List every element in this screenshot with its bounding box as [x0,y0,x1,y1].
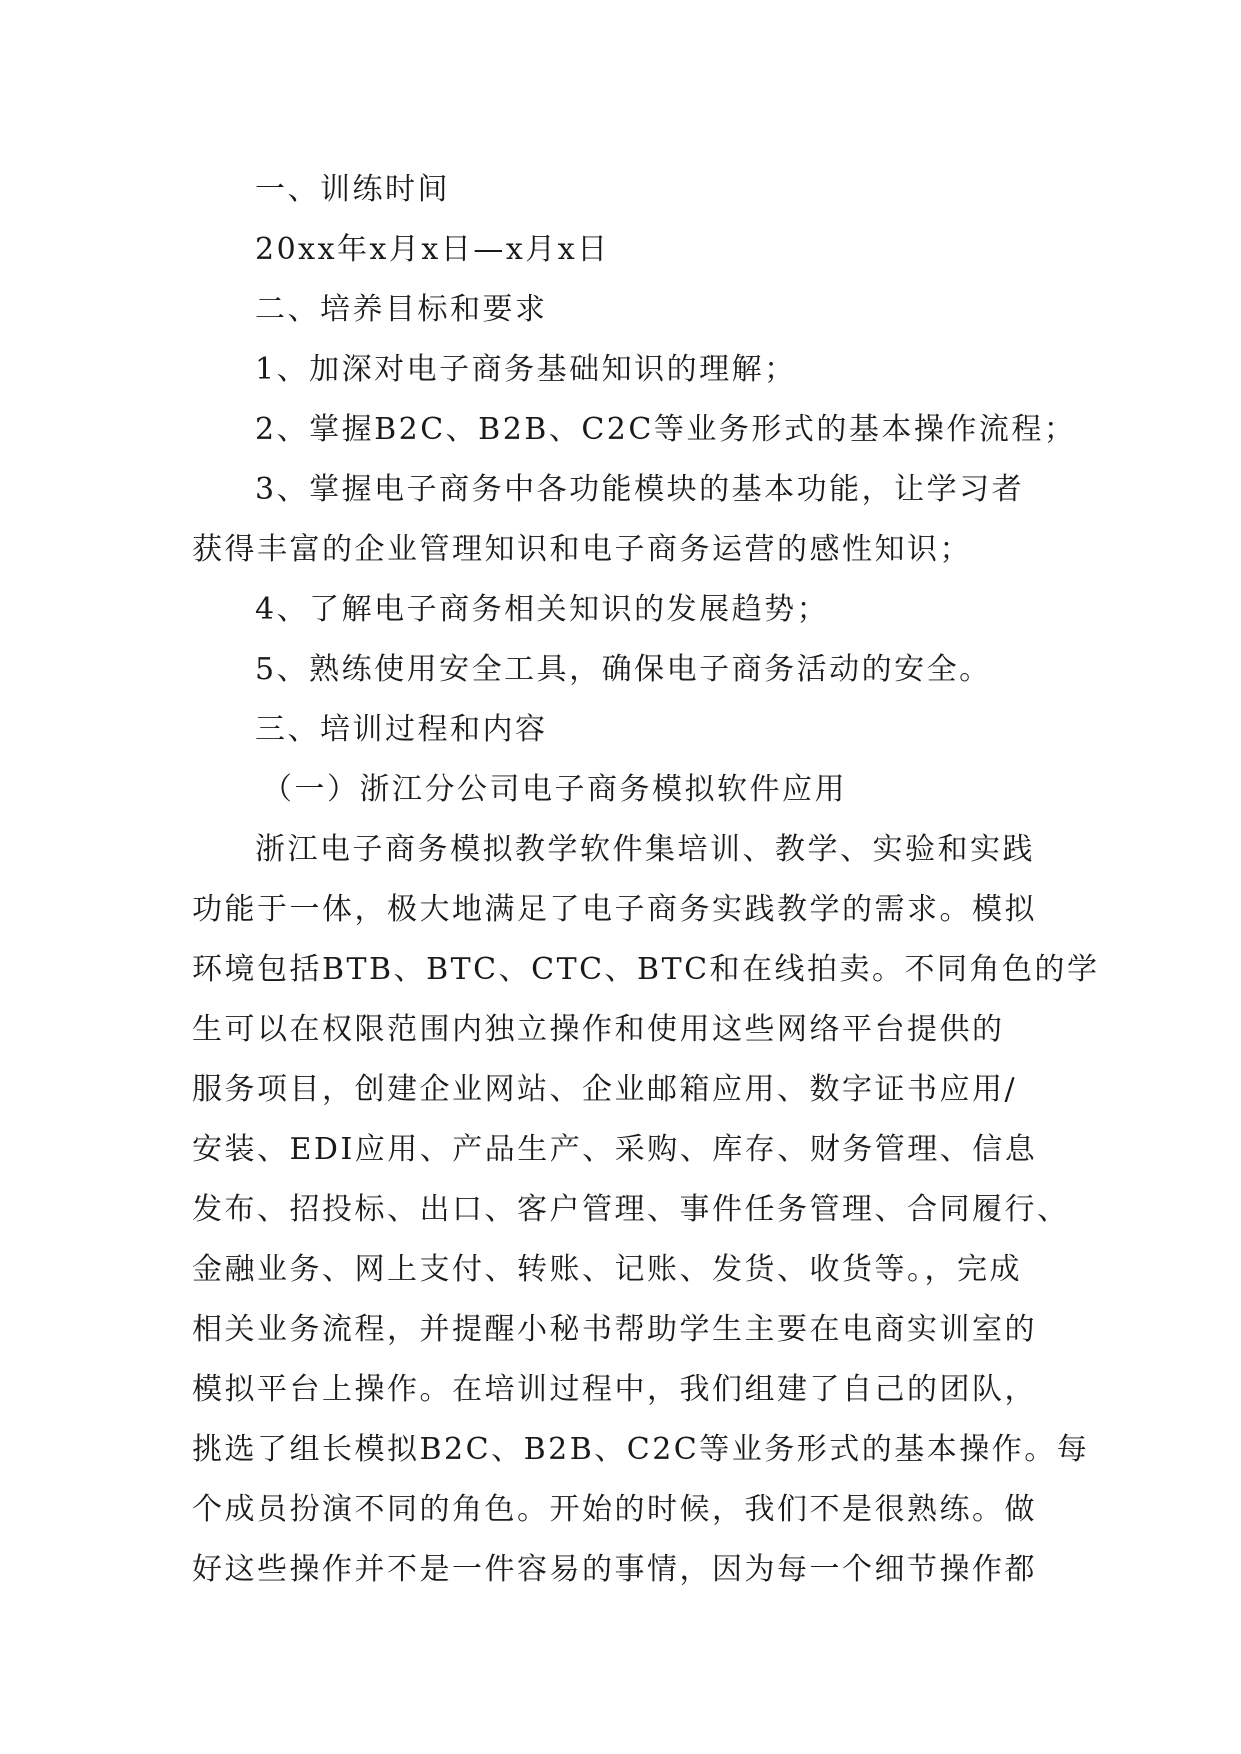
body-line: 浙江电子商务模拟教学软件集培训、教学、实验和实践 [255,832,1035,867]
section-heading-process: 三、培训过程和内容 [255,712,548,747]
goal-item-4: 4、了解电子商务相关知识的发展趋势； [255,592,830,627]
goal-item-5: 5、熟练使用安全工具，确保电子商务活动的安全。 [255,652,992,687]
body-line: 生可以在权限范围内独立操作和使用这些网络平台提供的 [192,1012,1005,1047]
section-heading-training-time: 一、训练时间 [255,172,450,207]
body-line: 模拟平台上操作。在培训过程中，我们组建了自己的团队， [192,1372,1037,1407]
body-line: 相关业务流程，并提醒小秘书帮助学生主要在电商实训室的 [192,1312,1037,1347]
body-line: 功能于一体，极大地满足了电子商务实践教学的需求。模拟 [192,892,1037,927]
body-line: 好这些操作并不是一件容易的事情，因为每一个细节操作都 [192,1552,1037,1587]
goal-item-3: 3、掌握电子商务中各功能模块的基本功能，让学习者 [255,472,1025,507]
body-line: 环境包括BTB、BTC、CTC、BTC和在线拍卖。不同角色的学 [192,952,1100,987]
body-line: 服务项目，创建企业网站、企业邮箱应用、数字证书应用/ [192,1072,1018,1107]
body-line: 个成员扮演不同的角色。开始的时候，我们不是很熟练。做 [192,1492,1037,1527]
body-line: 发布、招投标、出口、客户管理、事件任务管理、合同履行、 [192,1192,1070,1227]
body-line: 挑选了组长模拟B2C、B2B、C2C等业务形式的基本操作。每 [192,1432,1090,1467]
goal-item-3-continuation: 获得丰富的企业管理知识和电子商务运营的感性知识； [192,532,972,567]
document-body [192,160,1100,1600]
goal-item-1: 1、加深对电子商务基础知识的理解； [255,352,797,387]
body-line: 金融业务、网上支付、转账、记账、发货、收货等。，完成 [192,1252,1022,1287]
subsection-heading-software: （一）浙江分公司电子商务模拟软件应用 [262,772,847,807]
training-date-line: 20xx年x月x日—x月x日 [255,232,610,267]
goal-item-2: 2、掌握B2C、B2B、C2C等业务形式的基本操作流程； [255,412,1077,447]
section-heading-goals: 二、培养目标和要求 [255,292,548,327]
body-line: 安装、EDI应用、产品生产、采购、库存、财务管理、信息 [192,1132,1038,1167]
